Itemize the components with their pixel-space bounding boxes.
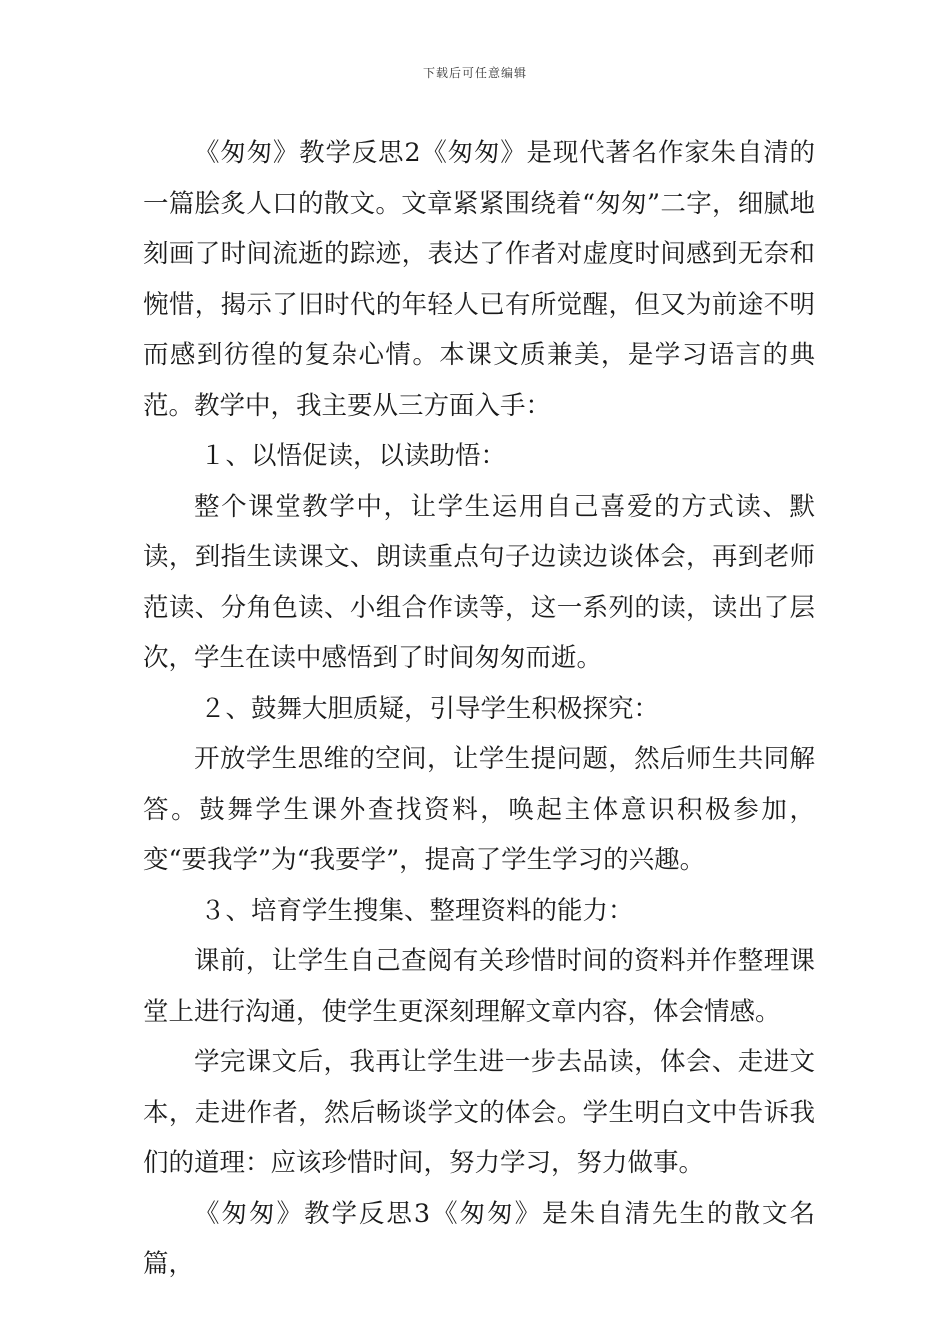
header-note: 下载后可任意编辑 bbox=[422, 66, 527, 80]
paragraph-intro: 《匆匆》教学反思2《匆匆》是现代著名作家朱自清的一篇脍炙人口的散文。文章紧紧围绕着“匆匆”二字，细腻地刻画了时间流逝的踪迹，表达了作者对虚度时间感到无奈和惋惜，揭示了旧时代的年轻人已有所觉醒，但又为前途不明而感到彷徨的复杂心情。本课文质兼美，是学习语言的典范。教学中，我主要从三方面入手： bbox=[143, 138, 815, 421]
paragraph-section-3: 课前，让学生自己查阅有关珍惜时间的资料并作整理课堂上进行沟通，使学生更深刻理解文章内容，体会情感。 bbox=[143, 946, 815, 1027]
paragraph-section-2: 开放学生思维的空间，让学生提问题，然后师生共同解答。鼓舞学生课外查找资料，唤起主体意识积极参加，变“要我学”为“我要学”，提高了学生学习的兴趣。 bbox=[143, 744, 815, 875]
section-heading-2: ２、鼓舞大胆质疑，引导学生积极探究： bbox=[200, 693, 660, 724]
section-heading-3: ３、培育学生搜集、整理资料的能力： bbox=[200, 895, 634, 926]
paragraph-section-1: 整个课堂教学中，让学生运用自己喜爱的方式读、默读，到指生读课文、朗读重点句子边读边谈体会，再到老师范读、分角色读、小组合作读等，这一系列的读，读出了层次，学生在读中感悟到了时间匆匆而逝。 bbox=[143, 491, 815, 673]
paragraph-after-class: 学完课文后，我再让学生进一步去品读，体会、走进文本，走进作者，然后畅谈学文的体会。学生明白文中告诉我们的道理：应该珍惜时间，努力学习，努力做事。 bbox=[143, 1047, 815, 1178]
document-body bbox=[143, 128, 815, 1290]
section-heading-1: １、以悟促读，以读助悟： bbox=[200, 441, 507, 471]
paragraph-reflection-3-start: 《匆匆》教学反思3《匆匆》是朱自清先生的散文名篇， bbox=[143, 1198, 815, 1279]
